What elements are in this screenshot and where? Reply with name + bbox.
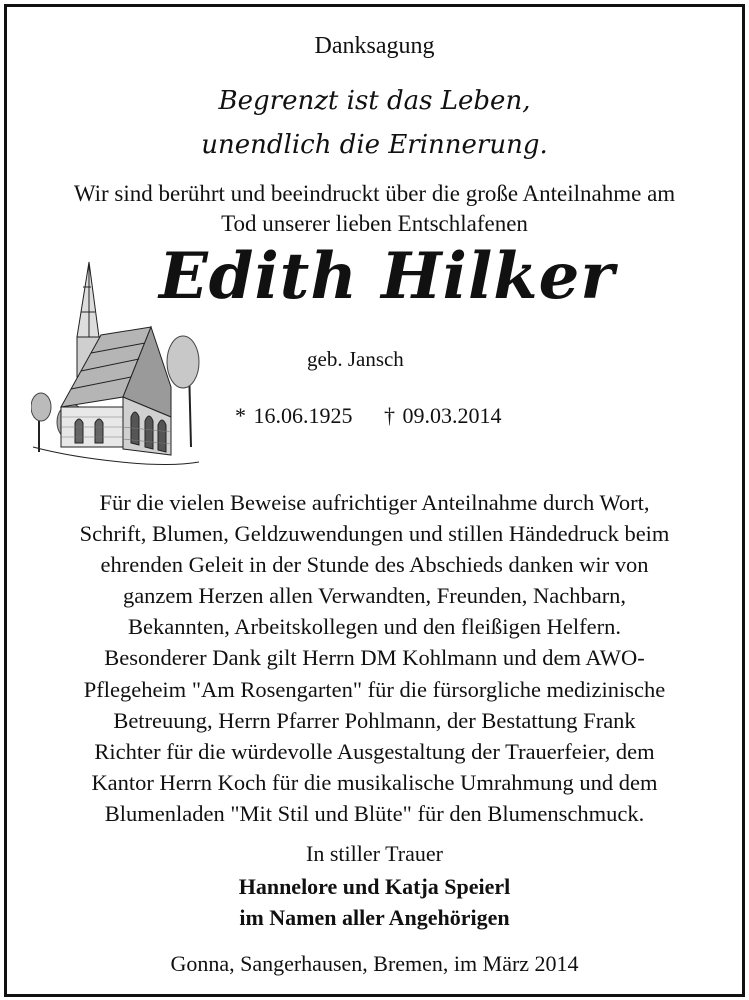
thanks-line: Schrift, Blumen, Geldzuwendungen und stillen Händedruck beim — [79, 521, 670, 547]
thanks-line: Kantor Herrn Koch für die musikalische Umrahmung und dem — [91, 769, 658, 795]
thanks-line: ehrenden Geleit in der Stunde des Abschieds danken wir von — [100, 552, 649, 578]
thanks-line: Besonderer Dank gilt Herrn DM Kohlmann und dem AWO- — [104, 645, 645, 671]
mourners-line-2: im Namen aller Angehörigen — [239, 905, 510, 930]
obituary-card — [4, 4, 745, 997]
intro-text — [7, 179, 742, 239]
birth-name: geb. Jansch — [307, 347, 404, 371]
motto-line-1: Begrenzt ist das Leben, — [218, 86, 531, 116]
thanks-line: Blumenladen "Mit Stil und Blüte" für den Blumenschmuck. — [104, 800, 645, 826]
thanks-line: Betreuung, Herrn Pfarrer Pohlmann, der Bestattung Frank — [113, 707, 636, 733]
life-dates — [235, 403, 526, 429]
deceased-name: Edith Hilker — [158, 239, 616, 314]
birth-date: * 16.06.1925 — [235, 403, 353, 428]
place-date: Gonna, Sangerhausen, Bremen, im März 2014 — [170, 951, 579, 976]
thanks-line: Richter für die würdevolle Ausgestaltung der Trauerfeier, dem — [94, 738, 655, 764]
intro-line-2: Tod unserer lieben Entschlafenen — [221, 211, 528, 236]
motto-line-2: unendlich die Erinnerung. — [201, 130, 548, 160]
mourning-line: In stiller Trauer — [306, 841, 443, 866]
mourners-line-1: Hannelore und Katja Speierl — [238, 874, 511, 899]
thanks-line: ganzem Herzen allen Verwandten, Freunden, Nachbarn, — [122, 583, 627, 609]
death-date: † 09.03.2014 — [384, 403, 502, 428]
thanks-text — [7, 487, 742, 829]
thanks-line: Für die vielen Beweise aufrichtiger Anteilnahme durch Wort, — [99, 490, 650, 515]
intro-line-1: Wir sind berührt und beeindruckt über die große Anteilnahme am — [73, 181, 676, 206]
thanks-line: Pflegeheim "Am Rosengarten" für die fürsorgliche medizinische — [83, 676, 666, 702]
thanks-line: Bekannten, Arbeitskollegen und den fleißigen Helfern. — [128, 614, 621, 640]
heading: Danksagung — [314, 33, 435, 59]
